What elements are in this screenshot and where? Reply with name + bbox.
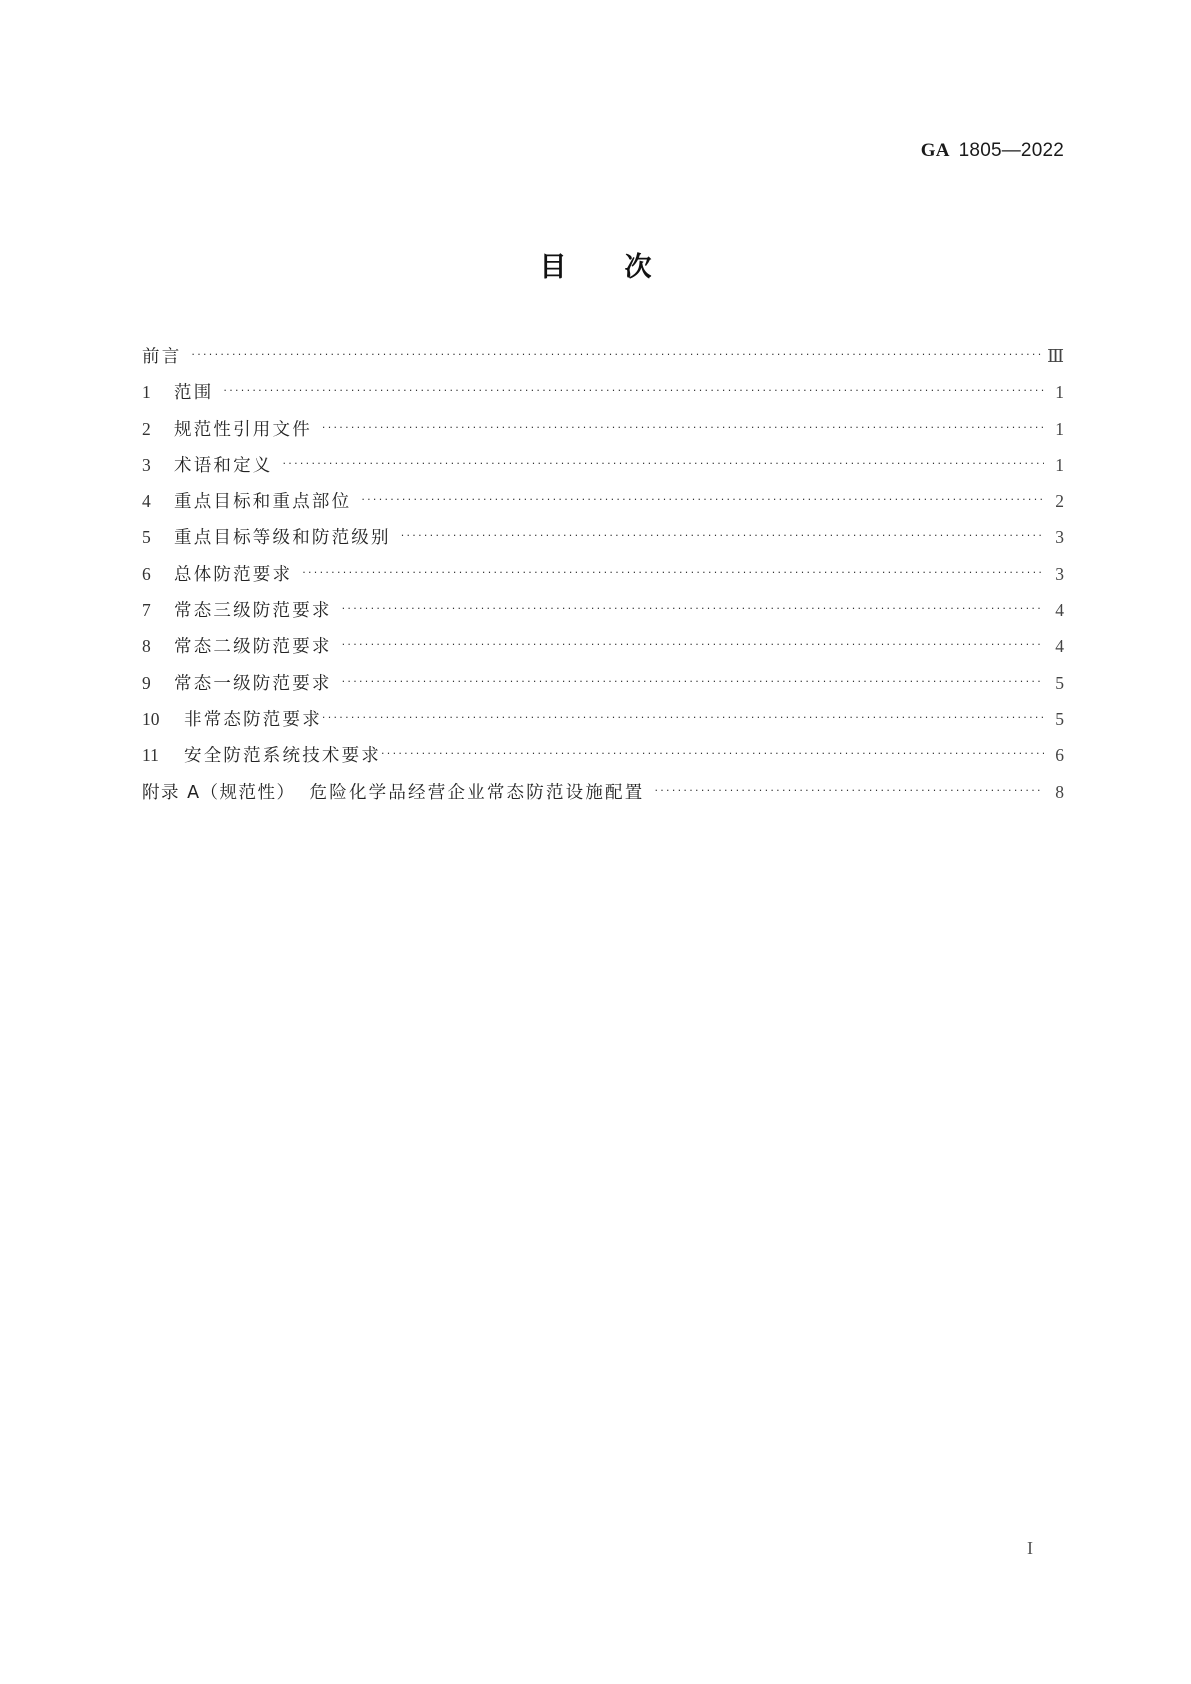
dot-leader bbox=[361, 482, 1044, 518]
toc-entry-page: 2 bbox=[1055, 491, 1064, 512]
toc-entry-appendix-a[interactable] bbox=[142, 774, 1064, 810]
toc-entry-number: 11 bbox=[142, 745, 159, 766]
dot-leader bbox=[381, 736, 1044, 772]
standard-code bbox=[921, 140, 1064, 162]
toc-entry-label: 范围 bbox=[174, 383, 214, 404]
toc-entry-number: 3 bbox=[142, 454, 151, 475]
appendix-prefix: 附录 A（规范性） bbox=[142, 782, 296, 803]
toc-entry-3[interactable] bbox=[142, 447, 1064, 483]
toc-entry-page: 4 bbox=[1055, 636, 1064, 657]
footer-page-number: I bbox=[1027, 1538, 1033, 1558]
toc-entry-number: 4 bbox=[142, 491, 151, 512]
toc-entry-label: 总体防范要求 bbox=[174, 564, 293, 585]
toc-entry-7[interactable] bbox=[142, 592, 1064, 628]
toc-entry-9[interactable] bbox=[142, 665, 1064, 701]
toc-entry-page: 1 bbox=[1055, 454, 1064, 475]
standard-prefix: GA bbox=[920, 140, 950, 161]
toc-entry-number: 5 bbox=[142, 527, 151, 548]
toc-entry-number: 10 bbox=[142, 708, 160, 729]
standard-number: 1805—2022 bbox=[958, 140, 1064, 161]
dot-leader bbox=[191, 337, 1041, 373]
toc-entry-number: 9 bbox=[142, 672, 151, 693]
dot-leader bbox=[401, 518, 1044, 554]
dot-leader bbox=[322, 410, 1044, 446]
appendix-spacer bbox=[296, 775, 310, 811]
dot-leader bbox=[654, 773, 1044, 809]
table-of-contents bbox=[142, 338, 1064, 810]
toc-entry-label: 危险化学品经营企业常态防范设施配置 bbox=[309, 782, 645, 803]
toc-entry-8[interactable] bbox=[142, 628, 1064, 664]
toc-entry-page: 6 bbox=[1055, 745, 1064, 766]
toc-entry-label: 常态一级防范要求 bbox=[174, 673, 332, 694]
toc-entry-2[interactable] bbox=[142, 411, 1064, 447]
toc-entry-page: 5 bbox=[1055, 672, 1064, 693]
toc-entry-page: 3 bbox=[1055, 563, 1064, 584]
dot-leader bbox=[342, 664, 1044, 700]
toc-entry-page: 8 bbox=[1055, 781, 1064, 802]
dot-leader bbox=[342, 627, 1044, 663]
toc-entry-5[interactable] bbox=[142, 519, 1064, 555]
toc-entry-number: 1 bbox=[142, 382, 151, 403]
toc-entry-page: 4 bbox=[1055, 600, 1064, 621]
dot-leader bbox=[283, 446, 1045, 482]
toc-entry-number: 2 bbox=[142, 418, 151, 439]
toc-entry-label: 常态二级防范要求 bbox=[174, 637, 332, 658]
toc-entry-number: 8 bbox=[142, 636, 151, 657]
toc-entry-page: 1 bbox=[1055, 418, 1064, 439]
toc-entry-number: 7 bbox=[142, 600, 151, 621]
toc-entry-page: 3 bbox=[1055, 527, 1064, 548]
dot-leader bbox=[342, 591, 1044, 627]
toc-entry-label: 重点目标等级和防范级别 bbox=[174, 528, 391, 549]
toc-entry-number: 6 bbox=[142, 563, 151, 584]
toc-entry-page: Ⅲ bbox=[1047, 346, 1064, 366]
dot-leader bbox=[223, 373, 1044, 409]
toc-entry-6[interactable] bbox=[142, 556, 1064, 592]
toc-entry-label: 非常态防范要求 bbox=[184, 709, 322, 730]
title-char-1: 目 bbox=[539, 252, 567, 283]
toc-entry-label: 术语和定义 bbox=[174, 455, 273, 476]
dot-leader bbox=[322, 700, 1044, 736]
toc-entry-foreword[interactable] bbox=[142, 338, 1064, 374]
toc-entry-label: 安全防范系统技术要求 bbox=[184, 746, 381, 767]
toc-entry-page: 1 bbox=[1055, 382, 1064, 403]
toc-entry-page: 5 bbox=[1055, 708, 1064, 729]
toc-entry-label: 前言 bbox=[142, 347, 182, 367]
toc-entry-label: 重点目标和重点部位 bbox=[174, 492, 352, 513]
toc-entry-10[interactable] bbox=[142, 701, 1064, 737]
dot-leader bbox=[302, 555, 1044, 591]
toc-entry-label: 常态三级防范要求 bbox=[174, 601, 332, 622]
toc-entry-1[interactable] bbox=[142, 374, 1064, 410]
toc-entry-label: 规范性引用文件 bbox=[174, 419, 312, 440]
toc-entry-11[interactable] bbox=[142, 737, 1064, 773]
toc-entry-4[interactable] bbox=[142, 483, 1064, 519]
page-title bbox=[0, 245, 1191, 284]
title-char-2: 次 bbox=[624, 252, 652, 283]
